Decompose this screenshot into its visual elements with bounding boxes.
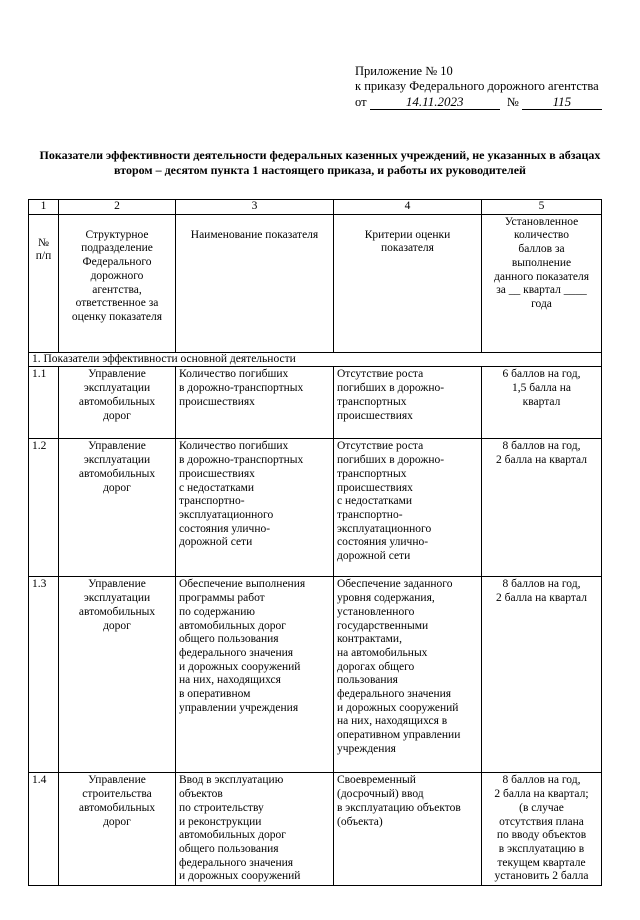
cell-line: за __ квартал ____ [496, 284, 587, 297]
column-number: 3 [176, 200, 334, 215]
cell-line: ответственное за [75, 297, 159, 310]
cell-line: строительства [82, 788, 152, 801]
cell-line: происшествиях [179, 467, 255, 480]
cell-line: и дорожных сооружений [179, 660, 301, 673]
cell-line: общего пользования [179, 842, 279, 855]
cell-line: Установленное [504, 215, 579, 228]
header-indicator [176, 214, 334, 352]
cell-line: Ввод в эксплуатацию [179, 774, 284, 787]
cell-line: эксплуатации [83, 382, 151, 395]
cell-line: эксплуатационного [179, 508, 274, 521]
cell-line: показателя [381, 242, 434, 255]
row-points [482, 773, 602, 886]
row-number: 1.3 [29, 577, 59, 773]
order-date: 14.11.2023 [370, 94, 500, 110]
row-criteria [334, 577, 482, 773]
cell-line: агентства, [92, 283, 142, 296]
cell-line: транспортных [337, 467, 407, 480]
cell-line: автомобильных дорог [179, 619, 286, 632]
header-criteria [334, 214, 482, 352]
row-indicator [176, 577, 334, 773]
cell-line: Управление [88, 774, 146, 787]
cell-line: на них, находящихся [179, 674, 281, 687]
cell-line: Количество погибших [179, 440, 289, 453]
header-points [482, 214, 602, 352]
section-title: 1. Показатели эффективности основной деятельности [29, 352, 602, 367]
table-body [29, 200, 602, 886]
cell-line: дорожной сети [179, 536, 253, 549]
cell-line: транспортно- [337, 508, 403, 521]
cell-line: дорог [103, 619, 131, 632]
row-indicator [176, 367, 334, 439]
cell-line: Наименование показателя [190, 228, 319, 241]
row-indicator [176, 773, 334, 886]
cell-line: подразделение [81, 242, 153, 255]
cell-line: общего пользования [179, 633, 279, 646]
appendix-label: Приложение № 10 [355, 64, 453, 78]
cell-line: 2 балла на квартал [496, 592, 587, 605]
column-number-row [29, 200, 602, 215]
column-header-row [29, 214, 602, 352]
row-department [59, 367, 176, 439]
cell-line: оперативном управлении [337, 729, 461, 742]
row-criteria [334, 367, 482, 439]
cell-line: текущем квартале [497, 856, 586, 869]
cell-line: дорог [103, 409, 131, 422]
cell-line: эксплуатации [83, 454, 151, 467]
row-department [59, 439, 176, 577]
cell-line: происшествиях [337, 409, 413, 422]
row-indicator [176, 439, 334, 577]
cell-line: федерального значения [179, 856, 294, 869]
number-label: № [506, 95, 519, 109]
cell-line: в дорожно-транспортных [179, 382, 304, 395]
cell-line: (в случае [519, 801, 564, 814]
cell-line: Отсутствие роста [337, 368, 424, 381]
cell-line: № [38, 236, 49, 249]
cell-line: с недостатками [179, 481, 255, 494]
cell-line: Управление [88, 368, 146, 381]
cell-line: с недостатками [337, 495, 413, 508]
row-points [482, 577, 602, 773]
column-number: 2 [59, 200, 176, 215]
row-number: 1.4 [29, 773, 59, 886]
cell-line: федерального значения [337, 688, 452, 701]
cell-line: п/п [35, 250, 52, 263]
cell-line: учреждения [337, 742, 396, 755]
row-points [482, 439, 602, 577]
cell-line: программы работ [179, 592, 265, 605]
cell-line: отсутствия плана [499, 815, 584, 828]
cell-line: погибших в дорожно- [337, 454, 445, 467]
cell-line: (объекта) [337, 815, 383, 828]
cell-line: происшествиях [337, 481, 413, 494]
cell-line: Своевременный [337, 774, 416, 787]
row-department [59, 773, 176, 886]
table-row [29, 773, 602, 886]
order-reference: к приказу Федерального дорожного агентства [355, 79, 599, 93]
cell-line: года [531, 297, 552, 310]
document-header [355, 64, 602, 110]
cell-line: (досрочный) ввод [337, 788, 424, 801]
cell-line: транспортно- [179, 495, 245, 508]
cell-line: 8 баллов на год, [502, 440, 581, 453]
row-department [59, 577, 176, 773]
cell-line: дорогах общего [337, 660, 415, 673]
cell-line: Критерии оценки [364, 228, 451, 241]
cell-line: и дорожных сооружений [179, 870, 301, 883]
cell-line: установить 2 балла [494, 870, 589, 883]
cell-line: данного показателя [494, 270, 589, 283]
order-date-number-line [355, 94, 602, 110]
cell-line: пользования [337, 674, 398, 687]
row-criteria [334, 439, 482, 577]
cell-line: автомобильных [78, 605, 156, 618]
cell-line: уровня содержания, [337, 592, 435, 605]
document-title: Показатели эффективности деятельности федеральных казенных учреждений, не указанных в абзацах втором – десятом пункта 1 настоящего приказа, и работы их руководителей [39, 148, 601, 177]
cell-line: контрактами, [337, 633, 402, 646]
cell-line: эксплуатации [83, 592, 151, 605]
row-number: 1.1 [29, 367, 59, 439]
header-department [59, 214, 176, 352]
cell-line: Управление [88, 578, 146, 591]
cell-line: выполнение [511, 256, 572, 269]
cell-line: количество [514, 229, 569, 242]
column-number: 4 [334, 200, 482, 215]
cell-line: на них, находящихся в [337, 715, 448, 728]
cell-line: 2 балла на квартал [496, 454, 587, 467]
cell-line: Обеспечение выполнения [179, 578, 306, 591]
cell-line: и дорожных сооружений [337, 701, 459, 714]
cell-line: 8 баллов на год, [502, 578, 581, 591]
cell-line: дорожного [90, 269, 144, 282]
cell-line: установленного [337, 605, 415, 618]
cell-line: дорог [103, 815, 131, 828]
cell-line: погибших в дорожно- [337, 382, 445, 395]
cell-line: квартал [522, 395, 561, 408]
cell-line: в эксплуатацию объектов [337, 801, 461, 814]
order-number: 115 [522, 94, 602, 110]
cell-line: эксплуатационного [337, 522, 432, 535]
cell-line: автомобильных [78, 395, 156, 408]
cell-line: по строительству [179, 801, 264, 814]
cell-line: автомобильных [78, 467, 156, 480]
cell-line: дорог [103, 481, 131, 494]
cell-line: федерального значения [179, 646, 294, 659]
cell-line: государственными [337, 619, 429, 632]
cell-line: в оперативном [179, 688, 251, 701]
cell-line: по содержанию [179, 605, 255, 618]
table-row [29, 577, 602, 773]
section-row [29, 352, 602, 367]
cell-line: Структурное [85, 228, 149, 241]
row-criteria [334, 773, 482, 886]
cell-line: на автомобильных [337, 646, 428, 659]
cell-line: управлении учреждения [179, 701, 299, 714]
cell-line: 8 баллов на год, [502, 774, 581, 787]
table-row [29, 367, 602, 439]
table-row [29, 439, 602, 577]
cell-line: 2 балла на квартал; [494, 788, 589, 801]
column-number: 5 [482, 200, 602, 215]
cell-line: в эксплуатацию в [498, 842, 585, 855]
indicators-table [28, 199, 602, 886]
cell-line: объектов [179, 788, 223, 801]
cell-line: транспортных [337, 395, 407, 408]
column-number: 1 [29, 200, 59, 215]
cell-line: Федерального [82, 256, 152, 269]
cell-line: по вводу объектов [496, 829, 587, 842]
cell-line: состояния улично- [337, 536, 429, 549]
cell-line: баллов за [518, 243, 565, 256]
cell-line: оценку показателя [71, 310, 163, 323]
row-number: 1.2 [29, 439, 59, 577]
cell-line: состояния улично- [179, 522, 271, 535]
header-number [29, 214, 59, 352]
cell-line: Отсутствие роста [337, 440, 424, 453]
cell-line: и реконструкции [179, 815, 262, 828]
cell-line: в дорожно-транспортных [179, 454, 304, 467]
row-points [482, 367, 602, 439]
cell-line: 1,5 балла на [511, 382, 572, 395]
cell-line: Количество погибших [179, 368, 289, 381]
from-label: от [355, 95, 367, 109]
cell-line: Обеспечение заданного [337, 578, 453, 591]
cell-line: автомобильных дорог [179, 829, 286, 842]
cell-line: 6 баллов на год, [502, 368, 581, 381]
cell-line: происшествиях [179, 395, 255, 408]
cell-line: Управление [88, 440, 146, 453]
cell-line: автомобильных [78, 801, 156, 814]
cell-line: дорожной сети [337, 550, 411, 563]
